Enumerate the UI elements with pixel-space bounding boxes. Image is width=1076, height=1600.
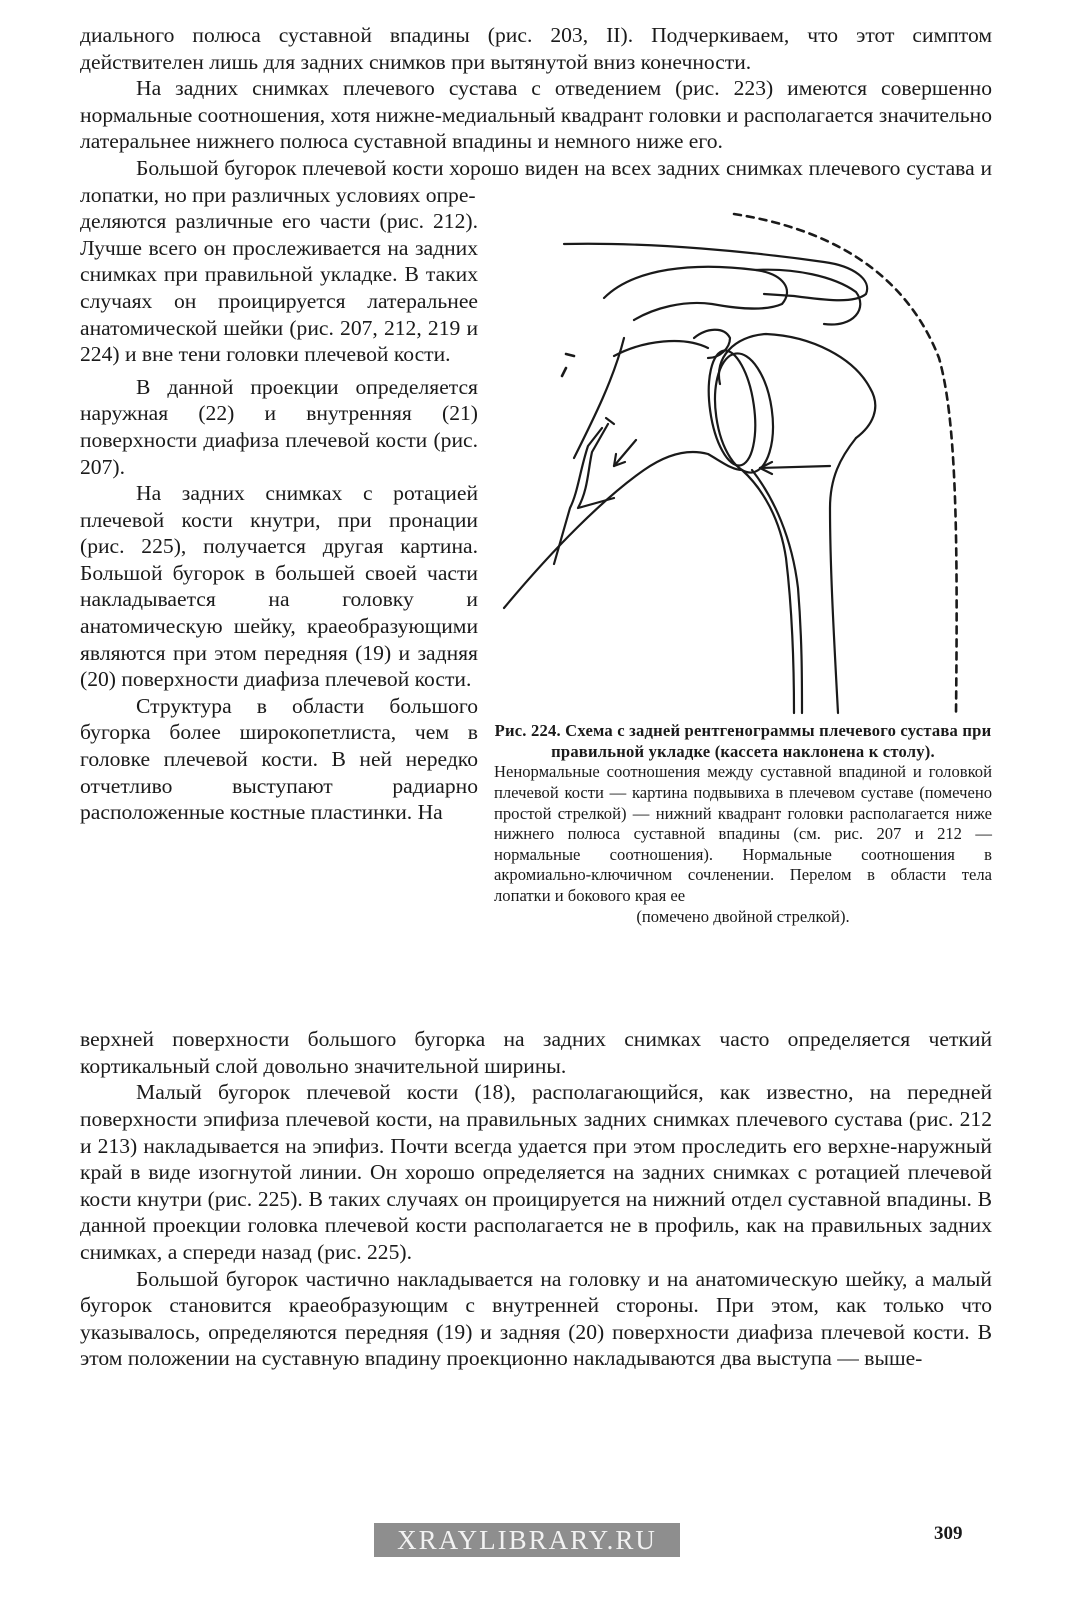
page-number: 309 <box>934 1523 963 1544</box>
paragraph-cortical-layer: верхней поверхности большого бугорка на задних снимках часто определяется четкий кортикальный слой довольно значительной ширины. <box>80 1027 992 1078</box>
figure-224 <box>494 208 992 927</box>
simple-arrow <box>760 466 830 468</box>
paragraph-internal-rotation: На задних снимках с ротацией плечевой кости кнутри, при пронации (рис. 225), получается другая картина. Большой бугорок в большей своей части накладывается на головку и анатомическую шейку, краеобразующими являются при этом передняя (19) и задняя (20) поверхности диафиза плечевой кости. <box>80 481 478 692</box>
humerus-shaft-lateral <box>830 438 856 713</box>
scapula-lateral-border <box>504 452 742 608</box>
caption-title: Рис. 224. Схема с задней рентгенограммы плечевого сустава при правильной укладке (кассета наклонена к столу). <box>494 721 992 761</box>
paragraph-lesser-tubercle: Малый бугорок плечевой кости (18), располагающийся, как известно, на передней поверхности эпифиза плечевой кости, на правильных задних снимках плечевого сустава (рис. 212 и 213) накладывается на эпифиз. Почти всегда удается при этом проследить его верхне-наружный край в виде изогнутой линии. Он хорошо определяется на задних снимках с ротацией плечевой кости кнутри (рис. 225). В таких случаях он проицируется на нижний отдел суставной впадины. В данной проекции головка плечевой кости располагается не в профиль, как на правильных задних снимках, а спереди назад (рис. 225). <box>80 1080 992 1264</box>
paragraph-greater-tubercle-intro: Большой бугорок плечевой кости хорошо виден на всех задних снимках плечевого сустава и лопатки, но при различных условиях опре- <box>80 155 992 207</box>
humeral-head-outline <box>719 334 875 438</box>
figure-caption <box>494 721 992 927</box>
text-and-figure-block <box>80 208 992 1026</box>
caption-body <box>494 762 992 927</box>
caption-body-end: (помечено двойной стрелкой). <box>636 906 850 926</box>
shoulder-xray-schema-drawing <box>494 208 992 718</box>
caption-body-text: Ненормальные соотношения между суставной впадиной и головкой плечевой кости — картина подвывиха в плечевом суставе (помечено простой стрелкой) — нижний квадрант головки располагается ниже нижнего полюса суставной впадины (см. рис. 207 и 212 — нормальные соотношения). Нормальные соотношения в акромиально-ключичном сочленении. Перелом в области тела лопатки и бокового края ее <box>494 762 992 905</box>
acromion-outline <box>604 267 787 320</box>
watermark-logo: XRAYLIBRARY.RU <box>374 1523 680 1557</box>
paragraph-abduction: На задних снимках плечевого сустава с отведением (рис. 223) имеются совершенно нормальные соотношения, хотя нижне-медиальный квадрант головки и располагается значительно латеральнее нижнего полюса суставной впадины и немного ниже его. <box>80 76 992 154</box>
paragraph-superimposition: Большой бугорок частично накладывается на головку и на анатомическую шейку, а малый бугорок становится краеобразующим с внутренней стороны. При этом, как только что указывалось, определяются передняя (19) и задняя (20) поверхности диафиза плечевой кости. В этом положении на суставную впадину проекционно накладываются два выступа — выше- <box>80 1266 992 1371</box>
humerus-shaft-medial <box>742 470 794 713</box>
left-text-column <box>80 208 478 826</box>
paragraph-greater-tubercle-parts: деляются различные его части (рис. 212). Лучше всего он прослеживается на задних снимках при правильной укладке. В таких случаях он проицируется латеральнее анатомической шейки (рис. 207, 212, 219 и 224) и вне тени головки плечевой кости. <box>80 209 478 367</box>
paragraph-continuation: диального полюса суставной впадины (рис. 203, II). Подчеркиваем, что этот симптом действителен лишь для задних снимков при вытянутой вниз конечности. <box>80 23 992 74</box>
paragraph-diaphysis-surfaces: В данной проекции определяется наружная (22) и внутренняя (21) поверхности диафиза плечевой кости (рис. 207). <box>80 374 478 479</box>
document-page <box>80 22 992 1372</box>
paragraph-structure: Структура в области большого бугорка более широкопетлиста, чем в головке плечевой кости. В ней нередко отчетливо выступают радиарно расположенные костные пластинки. На <box>80 693 478 825</box>
